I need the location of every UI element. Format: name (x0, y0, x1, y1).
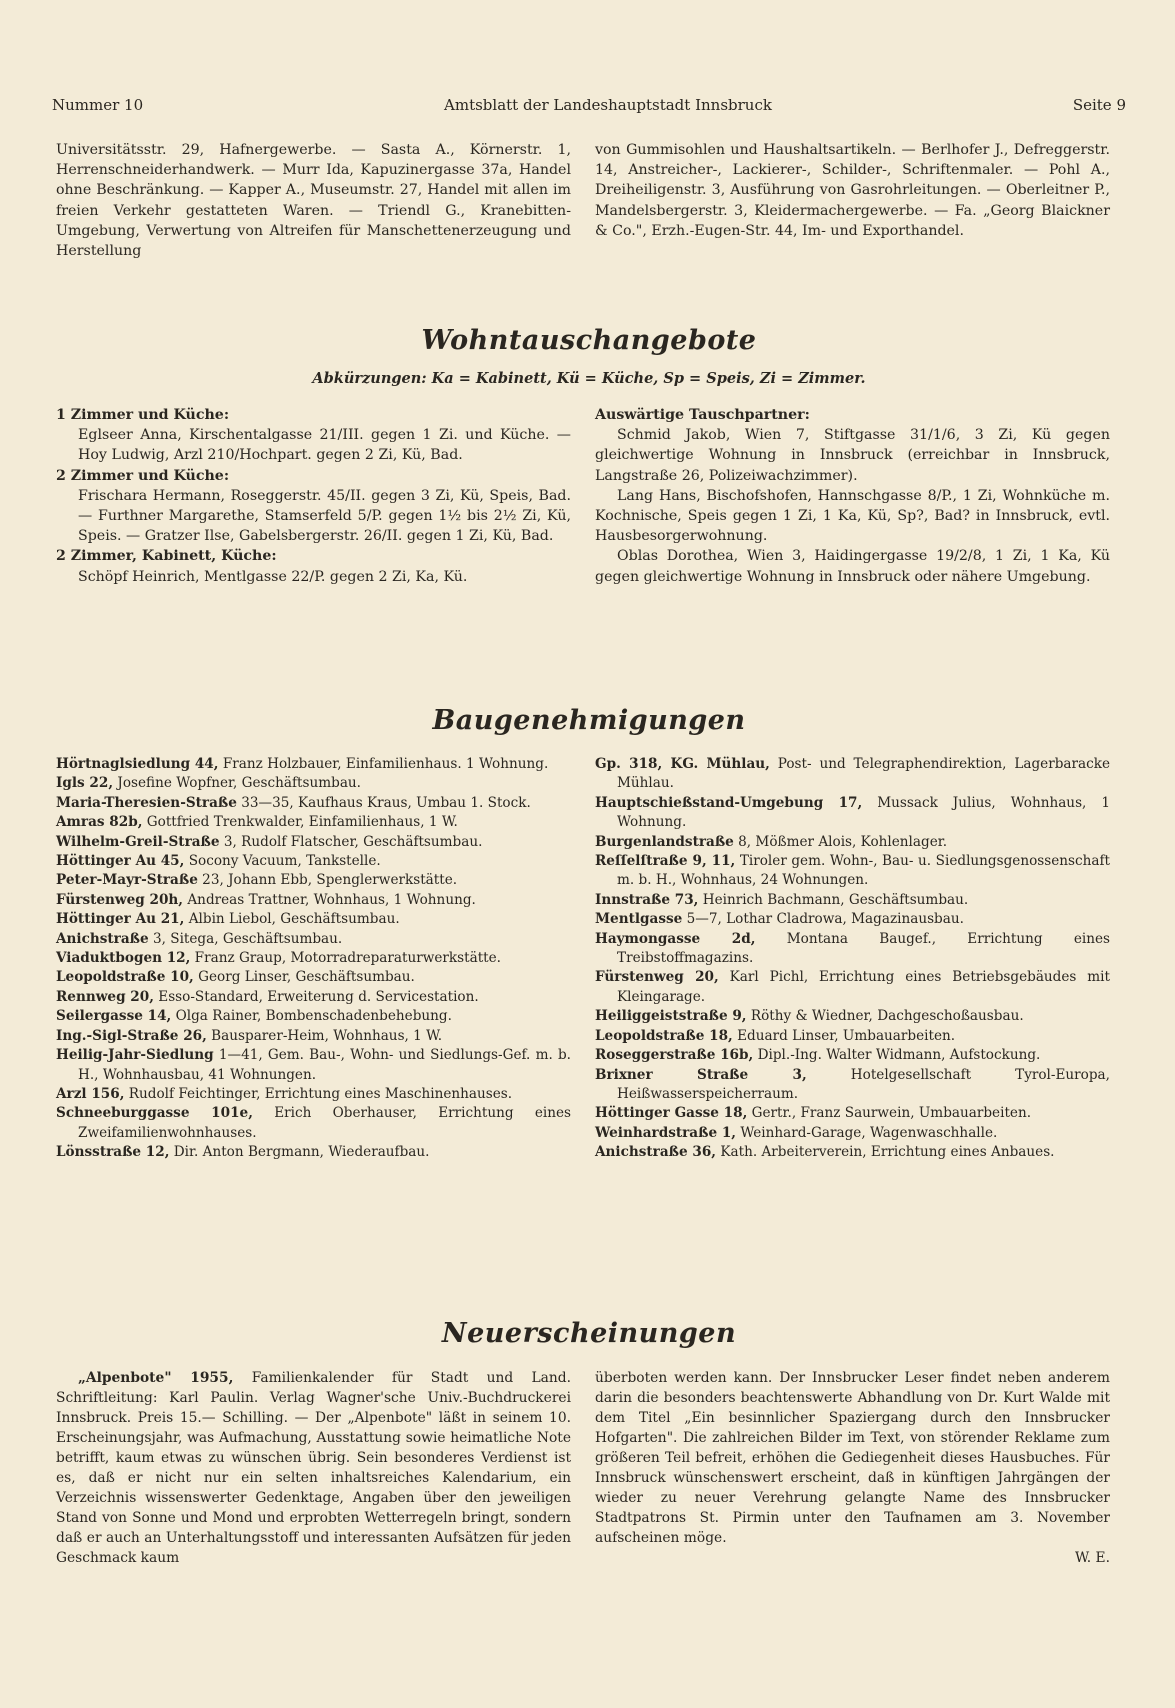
permit-details: Dir. Anton Bergmann, Wiederaufbau. (169, 1144, 430, 1161)
permit-entry (56, 988, 571, 1007)
permit-address: Weinhardstraße 1, (595, 1124, 737, 1141)
permit-entry (56, 1007, 571, 1026)
permit-details: Dipl.-Ing. Walter Widmann, Aufstockung. (753, 1047, 1041, 1064)
permit-entry (56, 1104, 571, 1143)
permit-entry (595, 794, 1110, 833)
permit-details: 3, Rudolf Flatscher, Geschäftsumbau. (219, 833, 483, 850)
permit-entry (56, 1046, 571, 1085)
offer-entry: Lang Hans, Bischofshofen, Hannschgasse 8/P., 1 Zi, Wohnküche m. Kochnische, Speis gegen 1 Zi, 1 Ka, Kü, Sp?, Bad? in Innsbruck, evtl. Hausbesorgerwohnung. (595, 487, 1110, 545)
permit-address: Mentlgasse (595, 911, 683, 928)
permit-details: 5—7, Lothar Cladrowa, Magazinausbau. (682, 911, 964, 928)
permit-address: Lönsstraße 12, (56, 1144, 170, 1161)
permit-address: Viaduktbogen 12, (56, 950, 191, 967)
permit-entry (56, 1085, 571, 1104)
permit-address: Leopoldstraße 18, (595, 1027, 733, 1044)
permit-details: 3, Sitega, Geschäftsumbau. (148, 930, 343, 947)
abbreviations-line: Abkürzungen: Ka = Kabinett, Kü = Küche, Sp = Speis, Zi = Zimmer. (312, 370, 866, 387)
permit-details: Esso-Standard, Erweiterung d. Servicestation. (153, 988, 479, 1005)
permit-details: 33—35, Kaufhaus Kraus, Umbau 1. Stock. (236, 794, 531, 811)
group-text: Frischara Hermann, Roseggerstr. 45/II. gegen 3 Zi, Kü, Speis, Bad. — Furthner Margarethe, Stamserfeld 5/P. gegen 1½ bis 2½ Zi, Kü, Speis. — Gratzer Ilse, Gabelsbergerstr. 26/II. gegen 1 Zi, Kü, Bad. (78, 487, 571, 545)
publication-title: Amtsblatt der Landeshauptstadt Innsbruck (444, 96, 772, 114)
permit-details: Post- und Telegraphendirektion, Lagerbaracke Mühlau. (617, 756, 1110, 792)
permit-entry (56, 852, 571, 871)
permit-address: Rennweg 20, (56, 988, 154, 1005)
permit-address: Höttinger Au 21, (56, 911, 185, 928)
permit-address: Haymongasse 2d, (595, 930, 756, 947)
section-title-wohntausch: Wohntauschangebote (421, 325, 757, 356)
permit-address: Seilergasse 14, (56, 1008, 172, 1025)
intro-left-column (56, 140, 571, 261)
permit-details: Rudolf Feichtinger, Errichtung eines Maschinenhauses. (124, 1085, 513, 1102)
group-heading: 2 Zimmer und Küche: (56, 467, 230, 484)
issue-number: Nummer 10 (52, 96, 144, 114)
review-text-right: überboten werden kann. Der Innsbrucker Leser findet neben anderem darin die besonders beachtenswerte Abhandlung von Dr. Kurt Walde mit dem Titel „Ein besinnlicher Spaziergang durch den Innsbrucker Hofgarten". Die zahlreichen Bilder im Text, von störender Reklame zum größeren Teil befreit, erhöhen die Gediegenheit dieses Hausbuches. Für Innsbruck wünschenswert erscheint, daß in künftigen Jahrgängen der wieder zu neuer Verehrung gelangte Name des Innsbrucker Stadtpatrons St. Pirmin unter den Taufnamen am 3. November aufscheinen möge. (595, 1370, 1110, 1546)
neu-right-column (595, 1368, 1110, 1568)
permit-address: Höttinger Gasse 18, (595, 1105, 748, 1122)
permit-entry (56, 755, 571, 774)
permit-entry (56, 910, 571, 929)
permit-address: Anichstraße 36, (595, 1144, 717, 1161)
permit-entry (595, 1124, 1110, 1143)
permit-address: Wilhelm-Greil-Straße (56, 833, 220, 850)
permit-address: Roseggerstraße 16b, (595, 1047, 754, 1064)
bau-right-column (595, 755, 1110, 1163)
permit-details: Franz Holzbauer, Einfamilienhaus. 1 Wohnung. (218, 756, 549, 772)
permit-address: Hörtnaglsiedlung 44, (56, 756, 219, 772)
permit-details: 23, Johann Ebb, Spenglerwerkstätte. (197, 872, 458, 889)
running-header (52, 96, 1126, 114)
section-title-baugenehmigungen: Baugenehmigungen (432, 705, 746, 736)
permit-details: Röthy & Wiedner, Dachgeschoßausbau. (746, 1008, 1024, 1025)
permit-details: Karl Pichl, Errichtung eines Betriebsgebäudes mit Kleingarage. (617, 969, 1110, 1005)
permit-address: Ing.-Sigl-Straße 26, (56, 1027, 207, 1044)
permit-entry (56, 1027, 571, 1046)
group-heading: 2 Zimmer, Kabinett, Küche: (56, 548, 277, 565)
permit-details: Andreas Trattner, Wohnhaus, 1 Wohnung. (183, 891, 476, 908)
wohntausch-left-column (56, 405, 571, 587)
permit-address: Brixner Straße 3, (595, 1066, 807, 1083)
permit-entry (595, 1143, 1110, 1162)
permit-entry (595, 910, 1110, 929)
bau-left-column (56, 755, 571, 1163)
permit-entry (56, 871, 571, 890)
permit-entry (595, 1027, 1110, 1046)
permit-entry (56, 813, 571, 832)
permit-address: Reſſelſtraße 9, 11, (595, 853, 736, 870)
group-text: Eglseer Anna, Kirschentalgasse 21/III. gegen 1 Zi. und Küche. — Hoy Ludwig, Arzl 210/Hochpart. gegen 2 Zi, Kü, Bad. (78, 427, 571, 464)
permit-address: Burgenlandstraße (595, 833, 734, 850)
permit-details: Weinhard-Garage, Wagenwaschhalle. (736, 1124, 998, 1141)
intro-left-text: Universitätsstr. 29, Hafnergewerbe. — Sasta A., Körnerstr. 1, Herrenschneiderhandwerk. — Murr Ida, Kapuzinergasse 37a, Handel ohne Beschränkung. — Kapper A., Museumstr. 27, Handel mit allen im freien Verkehr gestatteten Waren. — Triendl G., Kranebitten-Umgebung, Verwertung von Altreifen für Manschettenerzeugung und Herstellung (56, 142, 571, 260)
permit-address: Anichstraße (56, 930, 149, 947)
review-signature: W. E. (1075, 1550, 1110, 1566)
permit-address: Maria-Theresien-Straße (56, 794, 237, 811)
permit-details: Bausparer-Heim, Wohnhaus, 1 W. (206, 1027, 443, 1044)
permit-address: Fürstenweg 20, (595, 969, 719, 986)
permit-entry (56, 774, 571, 793)
permit-details: Tiroler gem. Wohn-, Bau- u. Siedlungsgenossenschaft m. b. H., Wohnhaus, 24 Wohnungen. (617, 853, 1110, 889)
permit-details: Olga Rainer, Bombenschadenbehebung. (171, 1008, 452, 1025)
permit-entry (595, 1104, 1110, 1123)
permit-details: Eduard Linser, Umbauarbeiten. (732, 1027, 956, 1044)
permit-details: Heinrich Bachmann, Geschäftsumbau. (698, 891, 969, 908)
permit-details: Erich Oberhauser, Errichtung eines Zweifamilienwohnhauses. (78, 1105, 571, 1141)
permit-address: Peter-Mayr-Straße (56, 872, 198, 889)
permit-entry (595, 1007, 1110, 1026)
permit-address: Amras 82b, (56, 814, 143, 831)
group-heading: 1 Zimmer und Küche: (56, 407, 230, 423)
neu-left-column (56, 1368, 571, 1568)
permit-entry (595, 1066, 1110, 1105)
offer-entry: Oblas Dorothea, Wien 3, Haidingergasse 19/2/8, 1 Zi, 1 Ka, Kü gegen gleichwertige Wohnung in Innsbruck oder nähere Umgebung. (595, 548, 1110, 585)
permit-details: Georg Linser, Geschäftsumbau. (193, 969, 415, 986)
permit-entry (56, 891, 571, 910)
permit-address: Igls 22, (56, 775, 114, 792)
permit-address: Schneeburggasse 101e, (56, 1105, 253, 1122)
permit-details: Gertr., Franz Saurwein, Umbauarbeiten. (747, 1105, 1032, 1122)
permit-details: Gottfried Trenkwalder, Einfamilienhaus, 1 W. (142, 814, 458, 831)
permit-address: Heiliggeiststraße 9, (595, 1008, 747, 1025)
intro-right-column (595, 140, 1110, 241)
permit-address: Höttinger Au 45, (56, 853, 185, 870)
permit-address: Gp. 318, KG. Mühlau, (595, 756, 770, 772)
permit-details: Franz Graup, Motorradreparaturwerkstätte. (190, 950, 501, 967)
permit-entry (56, 833, 571, 852)
permit-address: Hauptschießstand-Umgebung 17, (595, 794, 863, 811)
offer-entry: Schmid Jakob, Wien 7, Stiftgasse 31/1/6, 3 Zi, Kü gegen gleichwertige Wohnung in Innsbruck (erreichbar in Innsbruck, Langstraße 26, Polizeiwachzimmer). (595, 427, 1110, 484)
permit-entry (56, 949, 571, 968)
permit-entry (56, 1143, 571, 1162)
permit-details: Josefine Wopfner, Geschäftsumbau. (113, 775, 362, 792)
permit-entry (595, 891, 1110, 910)
permit-entry (595, 968, 1110, 1007)
permit-entry (56, 930, 571, 949)
section-title-neuerscheinungen: Neuerscheinungen (441, 1318, 737, 1349)
page-number: Seite 9 (1072, 96, 1126, 114)
group-heading: Auswärtige Tauschpartner: (595, 407, 810, 423)
page (52, 0, 1126, 1708)
permit-details: Mussack Julius, Wohnhaus, 1 Wohnung. (617, 794, 1110, 831)
review-text-left: Familienkalender für Stadt und Land. Schriftleitung: Karl Paulin. Verlag Wagner'sche Univ.-Buchdruckerei Innsbruck. Preis 15.— Schilling. — Der „Alpenbote" läßt in seinem 10. Erscheinungsjahr, was Aufmachung, Ausstattung sowie heimatliche Note betrifft, kaum etwas zu wünschen übrig. Sein besonderes Verdienst ist es, daß er nicht nur ein selten inhaltsreiches Kalendarium, ein Verzeichnis wissenswerter Gedenktage, Angaben über den jeweiligen Stand von Sonne und Mond und erprobten Wetterregeln bringt, sondern daß er auch an Unterhaltungsstoff und interessanten Aufsätzen für jeden Geschmack kaum (56, 1370, 571, 1566)
wohntausch-right-column (595, 405, 1110, 587)
permit-entry (595, 1046, 1110, 1065)
permit-address: Heilig-Jahr-Siedlung (56, 1047, 214, 1064)
permit-details: Socony Vacuum, Tankstelle. (184, 853, 381, 870)
permit-entry (595, 852, 1110, 891)
permit-entry (56, 968, 571, 987)
permit-details: Montana Baugef., Errichtung eines Treibstoffmagazins. (617, 930, 1110, 967)
permit-address: Fürstenweg 20h, (56, 891, 184, 908)
book-title: „Alpenbote" 1955, (78, 1370, 234, 1386)
intro-right-text: von Gummisohlen und Haushaltsartikeln. — Berlhofer J., Defreggerstr. 14, Anstreicher-, Lackierer-, Schilder-, Schriftenmaler. — Pohl A., Dreiheiligenstr. 3, Ausführung von Gasrohrleitungen. — Oberleitner P., Mandelsbergerstr. 3, Kleidermachergewerbe. — Fa. „Georg Blaickner & Co.", Erzh.-Eugen-Str. 44, Im- und Exporthandel. (595, 142, 1110, 239)
permit-details: Kath. Arbeiterverein, Errichtung eines Anbaues. (716, 1144, 1055, 1161)
group-text: Schöpf Heinrich, Mentlgasse 22/P. gegen 2 Zi, Ka, Kü. (78, 568, 468, 585)
permit-entry (56, 794, 571, 813)
permit-address: Arzl 156, (56, 1085, 125, 1102)
permit-address: Innstraße 73, (595, 891, 699, 908)
permit-entry (595, 755, 1110, 794)
permit-entry (595, 833, 1110, 852)
permit-details: Albin Liebol, Geschäftsumbau. (184, 911, 400, 928)
permit-address: Leopoldstraße 10, (56, 969, 194, 986)
permit-details: 1—41, Gem. Bau-, Wohn- und Siedlungs-Gef. m. b. H., Wohnhausbau, 41 Wohnungen. (78, 1047, 571, 1083)
permit-details: 8, Mößmer Alois, Kohlenlager. (733, 833, 948, 850)
permit-entry (595, 930, 1110, 969)
permit-details: Hotelgesellschaft Tyrol-Europa, Heißwasserspeicherraum. (617, 1066, 1110, 1102)
